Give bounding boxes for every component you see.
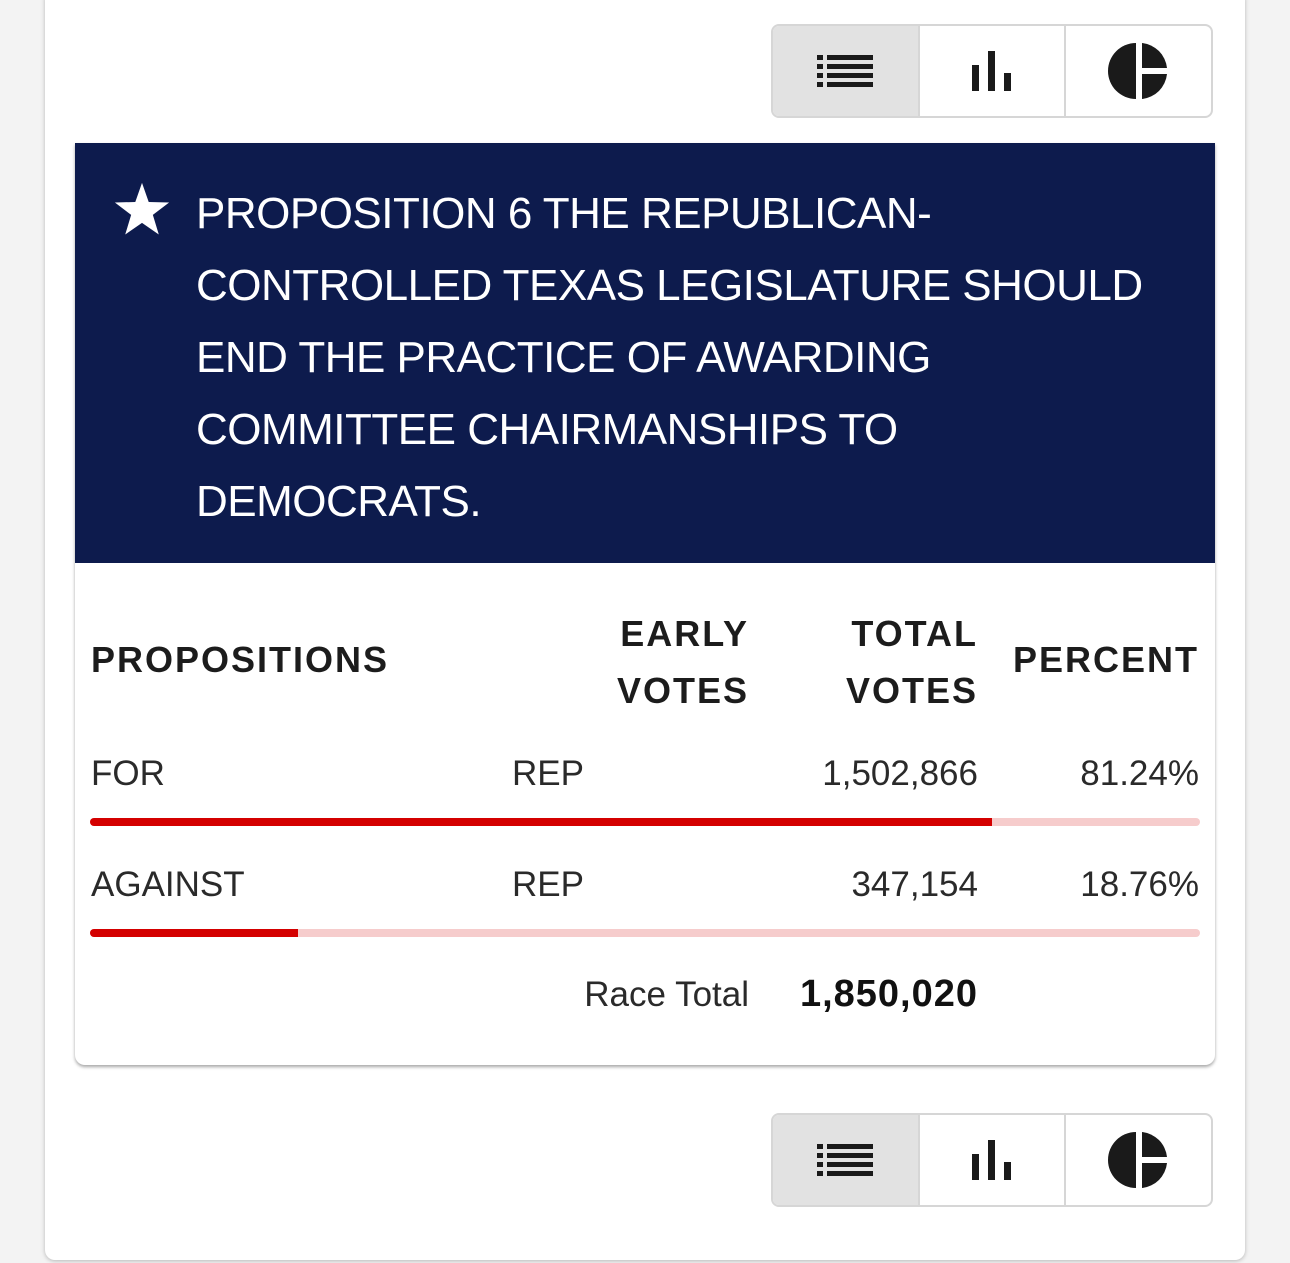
column-header-early-votes: EARLY VOTES (616, 613, 749, 711)
race-header (75, 143, 1215, 563)
row-total-votes-for: 1,502,866 (822, 754, 978, 793)
row-choice-for: FOR (91, 754, 165, 793)
row-choice-against: AGAINST (91, 865, 245, 904)
pie-chart-view-button[interactable] (1066, 1115, 1211, 1205)
row-total-votes-against: 347,154 (851, 865, 978, 904)
pie-chart-icon (1108, 40, 1170, 102)
row-percent-against: 18.76% (1080, 865, 1199, 904)
row-percent-for: 81.24% (1080, 754, 1199, 793)
row-party-against: REP (512, 865, 584, 904)
list-view-button[interactable] (773, 26, 920, 116)
race-total-label: Race Total (584, 975, 749, 1014)
column-header-propositions: PROPOSITIONS (91, 639, 390, 680)
pie-chart-icon (1108, 1129, 1170, 1191)
race-title: PROPOSITION 6 THE REPUBLICAN-CONTROLLED TEXAS LEGISLATURE SHOULD END THE PRACTICE OF AWARDING COMMITTEE CHAIRMANSHIPS TO DEMOCRATS. (196, 189, 1143, 526)
vote-share-fill-against (90, 929, 298, 937)
bar-chart-icon (970, 1140, 1014, 1180)
bar-chart-view-button[interactable] (920, 1115, 1067, 1205)
list-icon (817, 54, 873, 88)
vote-share-fill-for (90, 818, 992, 826)
row-party-for: REP (512, 754, 584, 793)
view-toggle-bottom (771, 1113, 1213, 1207)
bar-chart-view-button[interactable] (920, 26, 1067, 116)
vote-share-bar-for (90, 818, 1200, 826)
star-icon (111, 179, 173, 241)
pie-chart-view-button[interactable] (1066, 26, 1211, 116)
vote-share-bar-against (90, 929, 1200, 937)
list-view-button[interactable] (773, 1115, 920, 1205)
race-card (75, 143, 1215, 1065)
column-header-total-votes: TOTAL VOTES (845, 613, 978, 711)
view-toggle-top (771, 24, 1213, 118)
bar-chart-icon (970, 51, 1014, 91)
race-total-value: 1,850,020 (799, 973, 978, 1015)
list-icon (817, 1143, 873, 1177)
column-header-percent: PERCENT (1012, 639, 1199, 680)
